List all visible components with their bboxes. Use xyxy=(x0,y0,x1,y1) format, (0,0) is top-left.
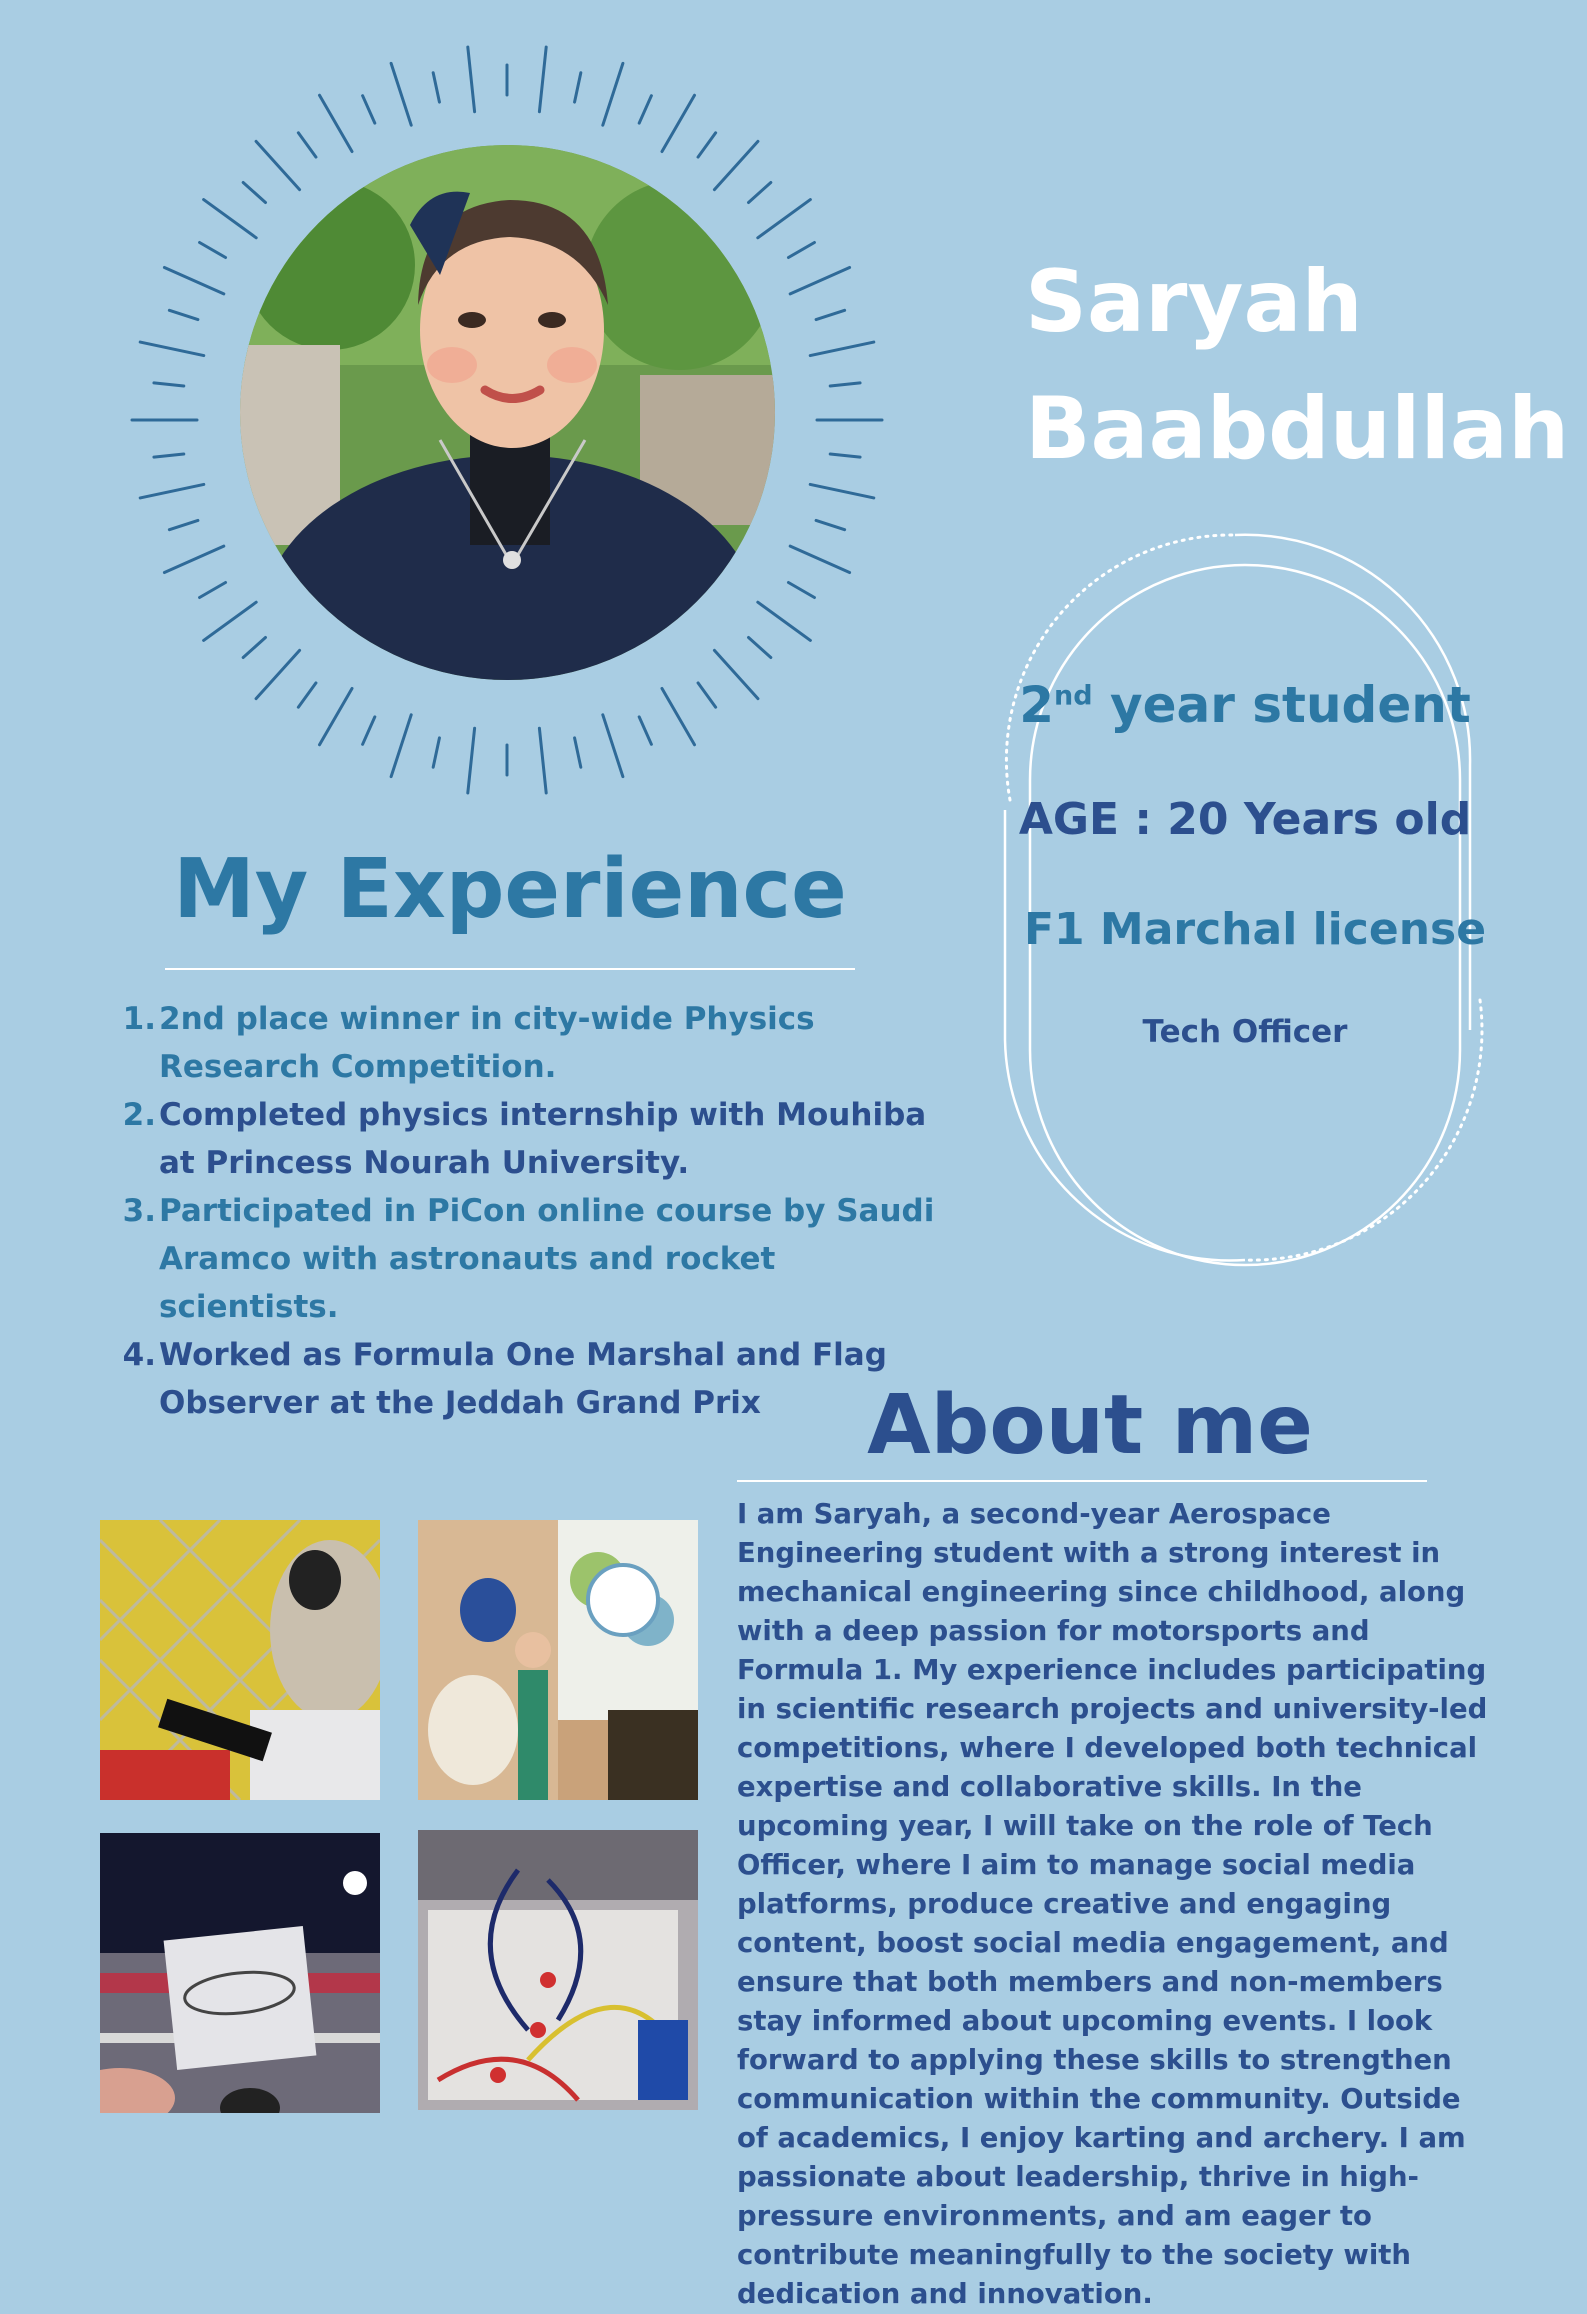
photo-science-fair xyxy=(418,1520,698,1800)
sunburst-ray xyxy=(749,637,771,657)
about-heading: About me xyxy=(867,1378,1313,1473)
item-number: 3. xyxy=(122,1193,156,1229)
sunburst-ray xyxy=(164,267,223,293)
item-number: 2. xyxy=(122,1097,156,1133)
sunburst-ray xyxy=(662,688,695,744)
profile-photo xyxy=(240,145,775,680)
sunburst-ray xyxy=(298,133,316,157)
sunburst-ray xyxy=(714,141,757,189)
sunburst-ray xyxy=(603,63,623,125)
sunburst-ray xyxy=(169,520,198,529)
sunburst-ray xyxy=(698,133,716,157)
sunburst-ray xyxy=(243,182,265,202)
sunburst-ray xyxy=(810,484,874,498)
license-line: F1 Marchal license xyxy=(1023,904,1487,955)
sunburst-ray xyxy=(788,583,814,598)
sunburst-ray xyxy=(391,63,411,125)
sunburst-ray xyxy=(256,650,299,698)
sunburst-ray xyxy=(788,243,814,258)
experience-list xyxy=(112,995,962,1427)
sunburst-ray xyxy=(140,342,204,356)
sunburst-ray xyxy=(391,715,411,777)
sunburst-ray xyxy=(169,310,198,319)
sunburst-ray xyxy=(200,243,226,258)
sunburst-ray xyxy=(830,383,860,386)
about-text: I am Saryah, a second-year Aerospace Engineering student with a strong interest in mechanical engineering since childhood, along with a deep passion for motorsports and Formula 1. My experience includes participating in scientific research projects and university-led competitions, where I developed both technical expertise and collaborative skills. In the upcoming year, I will take on the role of Tech Officer, where I aim to manage social media platforms, produce creative and engaging content, boost social media engagement, and ensure that both members and non-members stay informed about upcoming events. I look forward to applying these skills to strengthen communication within the community. Outside of academics, I enjoy karting and archery. I am passionate about leadership, thrive in high-pressure environments, and am eager to contribute meaningfully to the society with dedication and innovation. xyxy=(737,1498,1488,2310)
sunburst-ray xyxy=(749,182,771,202)
list-item xyxy=(112,1091,962,1187)
sunburst-ray xyxy=(603,715,623,777)
sunburst-ray xyxy=(830,454,860,457)
experience-heading: My Experience xyxy=(173,842,847,937)
sunburst-ray xyxy=(468,728,475,793)
item-text: 2nd place winner in city-wide Physics Research Competition. xyxy=(159,1001,815,1085)
sunburst-ray xyxy=(320,95,353,151)
experience-divider xyxy=(165,968,855,970)
sunburst-ray xyxy=(154,454,184,457)
sunburst-ray xyxy=(575,73,581,102)
sunburst-ray xyxy=(164,546,223,572)
sunburst-ray xyxy=(204,200,257,238)
item-number: 1. xyxy=(122,1001,156,1037)
sunburst-ray xyxy=(363,717,375,744)
dotted-oval-frame-icon xyxy=(1000,530,1490,1270)
sunburst-ray xyxy=(433,738,439,767)
last-name: Baabdullah xyxy=(1025,379,1570,479)
photo-f1-marshal xyxy=(100,1520,380,1800)
sunburst-ray xyxy=(816,310,845,319)
year-of-study: 2nd year student xyxy=(1019,676,1471,734)
photo-circuit-board xyxy=(418,1830,698,2110)
item-text: Participated in PiCon online course by Saudi Aramco with astronauts and rocket scientists. xyxy=(159,1193,935,1325)
age-line: AGE : 20 Years old xyxy=(1018,794,1472,845)
item-text: Completed physics internship with Mouhiba at Princess Nourah University. xyxy=(159,1097,927,1181)
sunburst-ray xyxy=(639,717,651,744)
sunburst-ray xyxy=(575,738,581,767)
sunburst-ray xyxy=(363,96,375,123)
sunburst-ray xyxy=(539,728,546,793)
list-item xyxy=(112,995,962,1091)
photo-race-track xyxy=(100,1833,380,2113)
sunburst-ray xyxy=(790,267,849,293)
about-divider xyxy=(737,1480,1427,1482)
sunburst-ray xyxy=(639,96,651,123)
sunburst-ray xyxy=(468,47,475,112)
sunburst-ray xyxy=(539,47,546,112)
sunburst-ray xyxy=(662,95,695,151)
first-name: Saryah xyxy=(1025,252,1363,352)
item-number: 4. xyxy=(122,1337,156,1373)
sunburst-ray xyxy=(816,520,845,529)
sunburst-ray xyxy=(714,650,757,698)
sunburst-ray xyxy=(204,602,257,640)
sunburst-ray xyxy=(758,200,811,238)
sunburst-ray xyxy=(256,141,299,189)
sunburst-ray xyxy=(243,637,265,657)
sunburst-ray xyxy=(320,688,353,744)
sunburst-ray xyxy=(810,342,874,356)
sunburst-ray xyxy=(433,73,439,102)
sunburst-ray xyxy=(140,484,204,498)
sunburst-ray xyxy=(154,383,184,386)
item-text: Worked as Formula One Marshal and Flag Observer at the Jeddah Grand Prix xyxy=(159,1337,887,1421)
sunburst-ray xyxy=(200,583,226,598)
sunburst-ray xyxy=(758,602,811,640)
role-line: Tech Officer xyxy=(1142,1014,1348,1050)
sunburst-ray xyxy=(790,546,849,572)
list-item xyxy=(112,1187,962,1331)
sunburst-ray xyxy=(698,683,716,707)
sunburst-ray xyxy=(298,683,316,707)
